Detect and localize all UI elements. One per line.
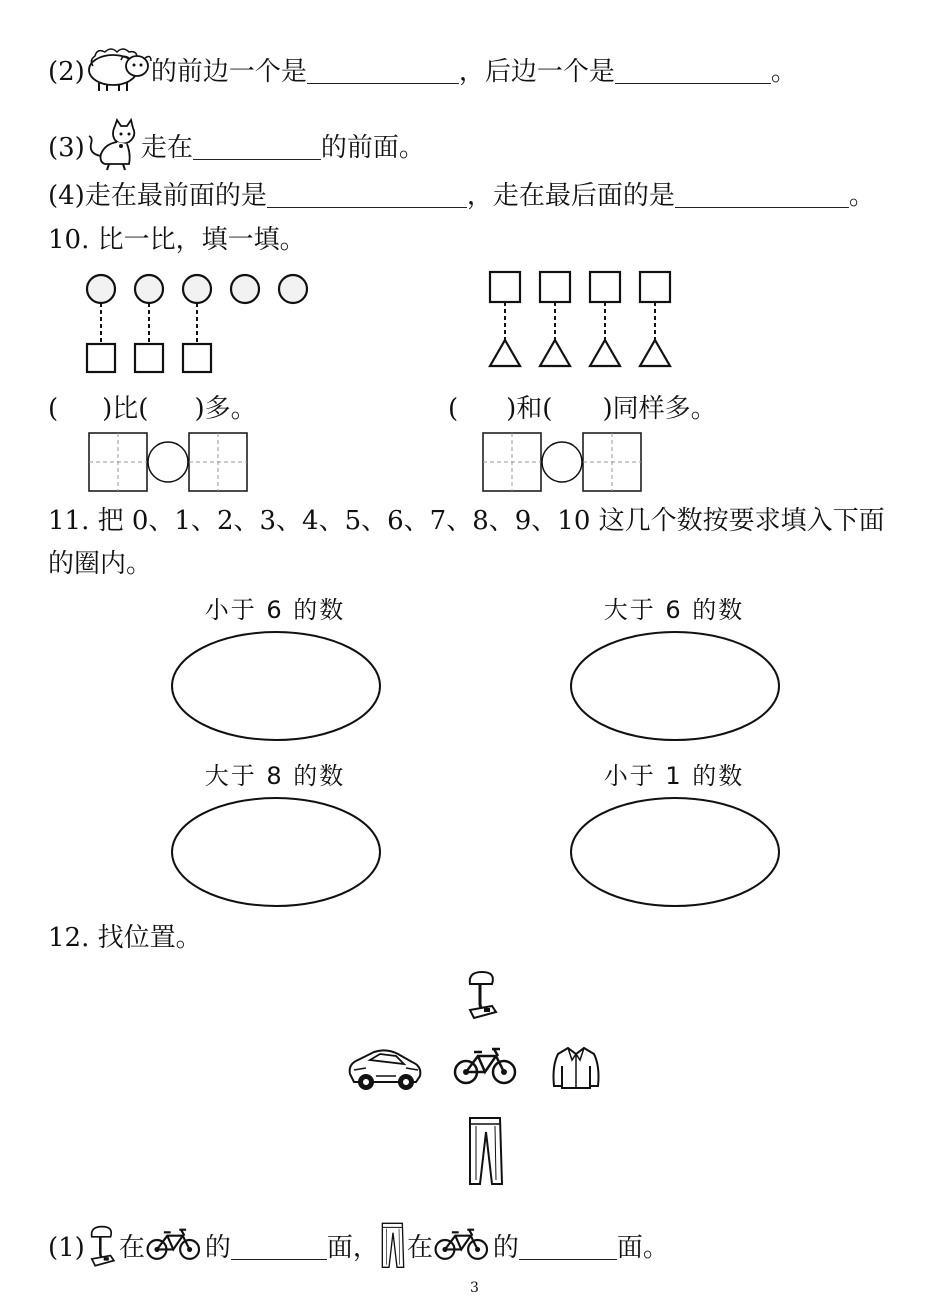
group-label: 小于 6 的数 bbox=[204, 596, 346, 624]
answer-ellipse[interactable] bbox=[569, 630, 781, 744]
car-icon bbox=[346, 1044, 424, 1092]
q12-item1: (1) 在 的 面， 在 的 面。 bbox=[48, 1222, 669, 1270]
answer-blank[interactable] bbox=[615, 57, 771, 84]
cat-icon bbox=[85, 120, 141, 170]
q12-title: 12. 找位置。 bbox=[48, 923, 202, 953]
page-number: 3 bbox=[470, 1280, 479, 1296]
connector-lines bbox=[101, 303, 197, 344]
bicycle-icon bbox=[452, 1046, 522, 1090]
q10-left-compare: ( )比( )多。 bbox=[48, 394, 257, 424]
answer-blank[interactable] bbox=[307, 57, 459, 84]
lamp-icon bbox=[85, 1224, 119, 1270]
group-label: 大于 6 的数 bbox=[603, 596, 745, 624]
answer-blank[interactable] bbox=[267, 181, 467, 208]
q9-item3: (3) 走在 的前面。 bbox=[48, 120, 425, 170]
square-shapes bbox=[490, 272, 670, 302]
answer-ellipse[interactable] bbox=[170, 796, 382, 910]
item-number: (1) bbox=[48, 1233, 85, 1263]
pants-icon bbox=[466, 1116, 506, 1188]
pants-icon bbox=[379, 1222, 407, 1270]
answer-ellipse[interactable] bbox=[170, 630, 382, 744]
q10-right-figure bbox=[485, 268, 685, 378]
group-label: 小于 1 的数 bbox=[603, 762, 745, 790]
item-number: (2) bbox=[48, 57, 85, 87]
q10-right-answer-boxes[interactable] bbox=[482, 432, 644, 494]
answer-blank[interactable] bbox=[519, 1233, 617, 1260]
triangle-shapes bbox=[490, 340, 670, 366]
q11-title-line2: 的圈内。 bbox=[48, 549, 153, 579]
q11-title-line1: 11. 把 0、1、2、3、4、5、6、7、8、9、10 这几个数按要求填入下面 bbox=[48, 506, 885, 536]
q10-title: 10. 比一比，填一填。 bbox=[48, 225, 306, 255]
lamp-icon bbox=[462, 970, 502, 1022]
answer-ellipse[interactable] bbox=[569, 796, 781, 910]
answer-blank[interactable] bbox=[675, 181, 849, 208]
q9-item2: (2) 的前边一个是 ，后边一个是 。 bbox=[48, 48, 797, 92]
q10-left-answer-boxes[interactable] bbox=[88, 432, 250, 494]
circle-shapes bbox=[87, 275, 307, 303]
answer-blank[interactable] bbox=[193, 133, 321, 160]
group-label: 大于 8 的数 bbox=[204, 762, 346, 790]
bicycle-icon bbox=[145, 1226, 205, 1266]
item-number: (3) bbox=[48, 133, 85, 163]
answer-blank[interactable] bbox=[231, 1233, 327, 1260]
q10-left-figure bbox=[80, 268, 320, 378]
item-number: (4) bbox=[48, 181, 85, 211]
q10-right-compare: ( )和( )同样多。 bbox=[448, 394, 717, 424]
bicycle-icon bbox=[433, 1226, 493, 1266]
connector-lines bbox=[505, 302, 655, 342]
sheep-icon bbox=[85, 48, 151, 92]
q9-item4: (4)走在最前面的是 ，走在最后面的是 。 bbox=[48, 181, 875, 211]
jacket-icon bbox=[552, 1044, 602, 1092]
square-shapes bbox=[87, 344, 211, 372]
